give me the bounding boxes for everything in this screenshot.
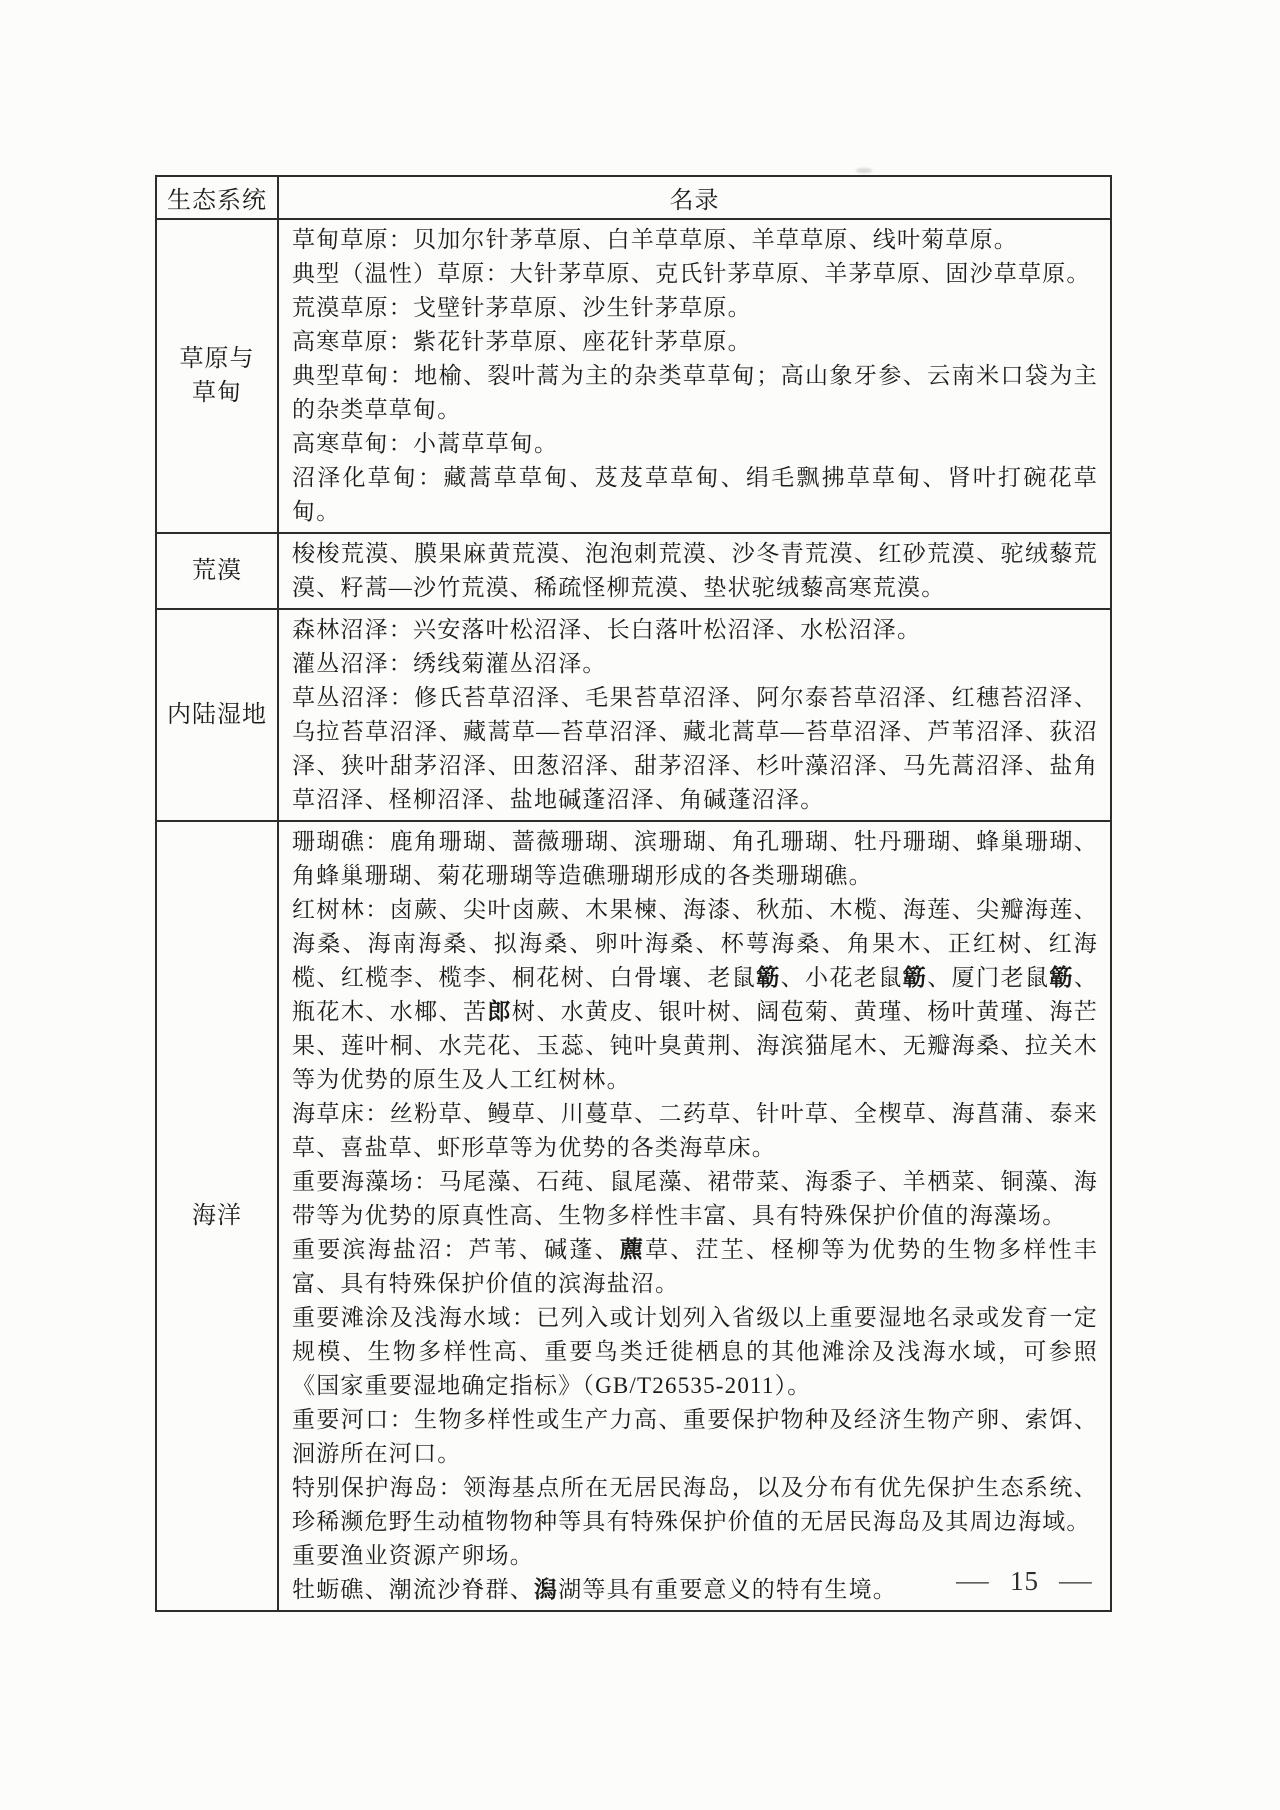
- catalog-paragraph: 高寒草原：紫花针茅草原、座花针茅草原。: [292, 329, 752, 354]
- ecosystem-table: [155, 175, 1112, 1612]
- header-row: [156, 176, 1111, 219]
- catalog-paragraph: 梭梭荒漠、膜果麻黄荒漠、泡泡刺荒漠、沙冬青荒漠、红砂荒漠、驼绒藜荒漠、籽蒿—沙竹荒漠、稀疏怪柳荒漠、垫状驼绒藜高寒荒漠。: [292, 541, 1098, 600]
- catalog-paragraph: 红树林：卤蕨、尖叶卤蕨、木果楝、海漆、秋茄、木榄、海莲、尖瓣海莲、海桑、海南海桑、拟海桑、卵叶海桑、杯萼海桑、角果木、正红树、红海榄、红榄李、榄李、桐花树、白骨壤、老鼠簕、小花老鼠簕、厦门老鼠簕、瓶花木、水椰、苦郎树、水黄皮、银叶树、阔苞菊、黄瑾、杨叶黄瑾、海芒果、莲叶桐、水芫花、玉蕊、钝叶臭黄荆、海滨猫尾木、无瓣海桑、拉关木等为优势的原生及人工红树林。: [292, 897, 1099, 1092]
- page-number: [956, 1566, 1093, 1597]
- table-header: [156, 176, 1111, 219]
- ecosystem-label: 内陆湿地: [156, 609, 278, 821]
- catalog-paragraph: 特别保护海岛：领海基点所在无居民海岛，以及分布有优先保护生态系统、珍稀濒危野生动植物物种等具有特殊保护价值的无居民海岛及其周边海域。: [292, 1475, 1098, 1534]
- catalog-paragraph: 重要海藻场：马尾藻、石莼、鼠尾藻、裙带菜、海黍子、羊栖菜、铜藻、海带等为优势的原真性高、生物多样性丰富、具有特殊保护价值的海藻场。: [292, 1169, 1098, 1228]
- catalog-paragraph: 重要滨海盐沼：芦苇、碱蓬、藨草、茳芏、柽柳等为优势的生物多样性丰富、具有特殊保护价值的滨海盐沼。: [292, 1236, 1098, 1296]
- catalog-paragraph: 荒漠草原：戈壁针茅草原、沙生针茅草原。: [292, 295, 752, 320]
- catalog-paragraph: 珊瑚礁：鹿角珊瑚、蔷薇珊瑚、滨珊瑚、角孔珊瑚、牡丹珊瑚、蜂巢珊瑚、角蜂巢珊瑚、菊花珊瑚等造礁珊瑚形成的各类珊瑚礁。: [292, 829, 1098, 888]
- catalog-paragraph: 重要滩涂及浅海水域：已列入或计划列入省级以上重要湿地名录或发育一定规模、生物多样性高、重要鸟类迁徙栖息的其他滩涂及浅海水域，可参照《国家重要湿地确定指标》（GB/T26535-2011）。: [292, 1305, 1098, 1398]
- catalog-cell: [278, 219, 1111, 533]
- table-row: [156, 609, 1111, 821]
- catalog-paragraph: 典型（温性）草原：大针茅草原、克氏针茅草原、羊茅草原、固沙草草原。: [292, 261, 1091, 286]
- catalog-paragraph: 重要河口：生物多样性或生产力高、重要保护物种及经济生物产卵、索饵、洄游所在河口。: [292, 1407, 1098, 1466]
- table-row: [156, 219, 1111, 533]
- catalog-paragraph: 海草床：丝粉草、鳗草、川蔓草、二药草、针叶草、全楔草、海菖蒲、泰来草、喜盐草、虾形草等为优势的各类海草床。: [292, 1101, 1098, 1160]
- catalog-paragraph: 重要渔业资源产卵场。: [292, 1543, 534, 1568]
- header-ecosystem: 生态系统: [156, 176, 278, 219]
- ecosystem-label: 海洋: [156, 821, 278, 1611]
- catalog-cell: [278, 821, 1111, 1611]
- ecosystem-table-body: [156, 219, 1111, 1611]
- ecosystem-label: 草原与 草甸: [156, 219, 278, 533]
- table-row: [156, 533, 1111, 609]
- catalog-paragraph: 森林沼泽：兴安落叶松沼泽、长白落叶松沼泽、水松沼泽。: [292, 617, 922, 642]
- ecosystem-label: 荒漠: [156, 533, 278, 609]
- catalog-paragraph: 草丛沼泽：修氏苔草沼泽、毛果苔草沼泽、阿尔泰苔草沼泽、红穗苔沼泽、乌拉苔草沼泽、藏蒿草—苔草沼泽、藏北蒿草—苔草沼泽、芦苇沼泽、荻沼泽、狭叶甜茅沼泽、田葱沼泽、甜茅沼泽、杉叶藻沼泽、马先蒿沼泽、盐角草沼泽、柽柳沼泽、盐地碱蓬沼泽、角碱蓬沼泽。: [292, 685, 1098, 812]
- page-number-value: 15: [1010, 1566, 1039, 1596]
- page-number-left-dash: —: [956, 1567, 990, 1595]
- catalog-cell: [278, 609, 1111, 821]
- catalog-paragraph: 灌丛沼泽：绣线菊灌丛沼泽。: [292, 651, 607, 676]
- header-catalog: 名录: [278, 176, 1111, 219]
- catalog-paragraph: 牡蛎礁、潮流沙脊群、潟湖等具有重要意义的特有生境。: [292, 1576, 898, 1603]
- scan-smudge: [856, 168, 872, 173]
- catalog-paragraph: 典型草甸：地榆、裂叶蒿为主的杂类草草甸；高山象牙参、云南米口袋为主的杂类草草甸。: [292, 363, 1098, 422]
- table-row: [156, 821, 1111, 1611]
- catalog-paragraph: 高寒草甸：小蒿草草甸。: [292, 431, 559, 456]
- catalog-cell: [278, 533, 1111, 609]
- page-number-right-dash: —: [1059, 1567, 1093, 1595]
- catalog-paragraph: 沼泽化草甸：藏蒿草草甸、芨芨草草甸、绢毛飘拂草草甸、肾叶打碗花草甸。: [292, 465, 1098, 524]
- catalog-paragraph: 草甸草原：贝加尔针茅草原、白羊草草原、羊草草原、线叶菊草原。: [292, 227, 1018, 252]
